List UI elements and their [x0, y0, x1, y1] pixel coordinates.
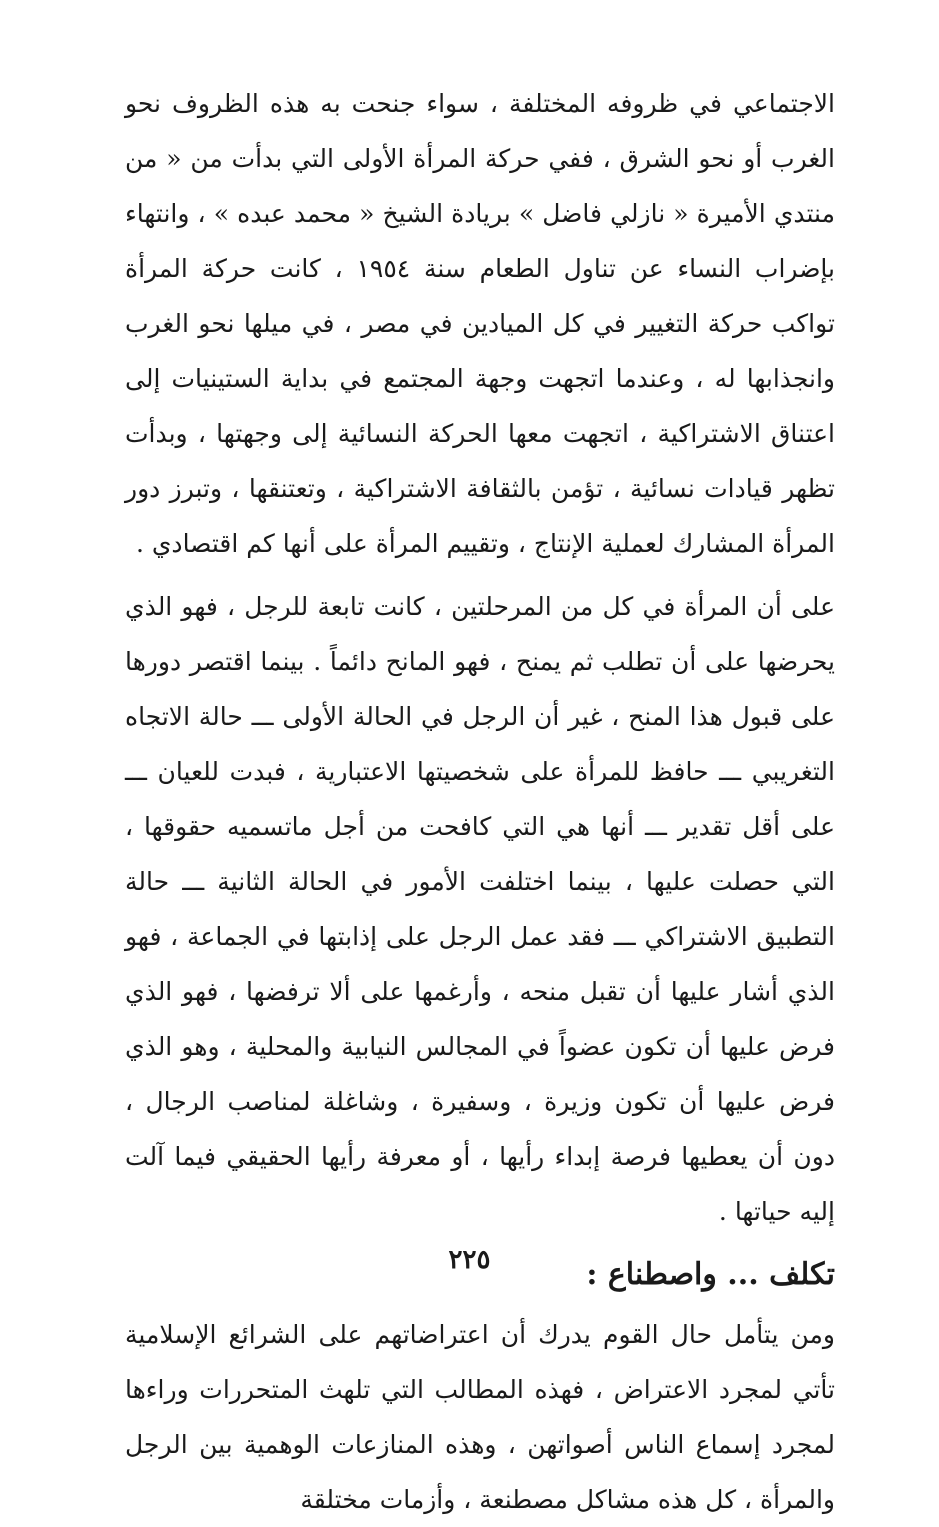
- body-paragraph: على أن المرأة في كل من المرحلتين ، كانت تابعة للرجل ، فهو الذي يحرضها على أن تطلب ثم يمنح ، فهو المانح دائماً . بينما اقتصر دورها على قبول هذا المنح ، غير أن الرجل في الحالة الأولى ـــ حالة الاتجاه التغريبي ـــ حافظ للمرأة على شخصيتها الاعتبارية ، فبدت للعيان ـــ على أقل تقدير ـــ أنها هي التي كافحت من أجل ماتسميه حقوقها ، التي حصلت عليها ، بينما اختلفت الأمور في الحالة الثانية ـــ حالة التطبيق الاشتراكي ـــ فقد عمل الرجل على إذابتها في الجماعة ، فهو الذي أشار عليها أن تقبل منحه ، وأرغمها على ألا ترفضها ، فهو الذي فرض عليها أن تكون عضواً في المجالس النيابية والمحلية ، وهو الذي فرض عليها أن تكون وزيرة ، وسفيرة ، وشاغلة لمناصب الرجال ، دون أن يعطيها فرصة إبداء رأيها ، أو معرفة رأيها الحقيقي فيما آلت إليه حياتها .: [125, 592, 835, 1226]
- body-paragraph: ومن يتأمل حال القوم يدرك أن اعتراضاتهم على الشرائع الإسلامية تأتي لمجرد الاعتراض ، فهذه المطالب التي تلهث المتحررات وراءها لمجرد إسماع الناس أصواتهن ، وهذه المنازعات الوهمية بين الرجل والمرأة ، كل هذه مشاكل مصطنعة ، وأزمات مختلقة: [125, 1320, 835, 1514]
- body-paragraph: الاجتماعي في ظروفه المختلفة ، سواء جنحت به هذه الظروف نحو الغرب أو نحو الشرق ، ففي حركة المرأة الأولى التي بدأت من « من منتدي الأميرة « نازلي فاضل » بريادة الشيخ « محمد عبده » ، وانتهاء بإضراب النساء عن تناول الطعام سنة ١٩٥٤ ، كانت حركة المرأة تواكب حركة التغيير في كل الميادين في مصر ، في ميلها نحو الغرب وانجذابها له ، وعندما اتجهت وجهة المجتمع في بداية الستينيات إلى اعتناق الاشتراكية ، اتجهت معها الحركة النسائية إلى وجهتها ، وبدأت تظهر قيادات نسائية ، تؤمن بالثقافة الاشتراكية ، وتعتنقها ، وتبرز دور المرأة المشارك لعملية الإنتاج ، وتقييم المرأة على أنها كم اقتصادي .: [125, 89, 835, 558]
- section-heading: تكلف ... واصطناع :: [586, 1257, 835, 1292]
- page-number: ٢٢٥: [448, 1245, 491, 1275]
